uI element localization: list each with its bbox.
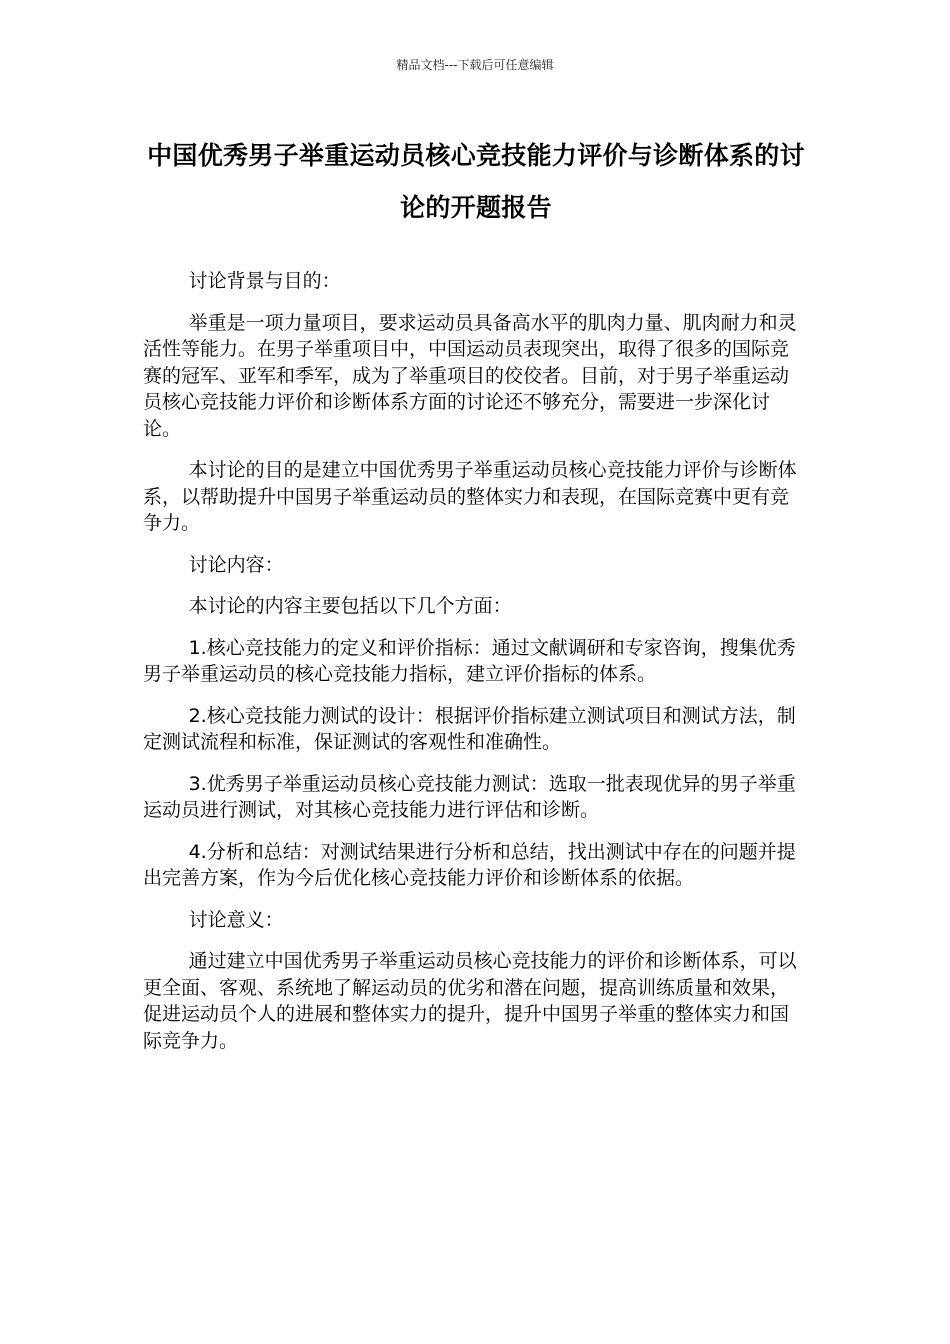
list-item-1: 1.核心竞技能力的定义和评价指标：通过文献调研和专家咨询，搜集优秀男子举重运动员的核心竞技能力指标，建立评价指标的体系。	[143, 636, 796, 685]
section-heading-significance: 讨论意义：	[188, 908, 284, 931]
paragraph-purpose: 本讨论的目的是建立中国优秀男子举重运动员核心竞技能力评价与诊断体系，以帮助提升中国男子举重运动员的整体实力和表现，在国际竞赛中更有竞争力。	[143, 459, 797, 534]
document-title: 中国优秀男子举重运动员核心竞技能力评价与诊断体系的讨论的开题报告	[147, 141, 805, 222]
list-item-3: 3.优秀男子举重运动员核心竞技能力测试：选取一批表现优异的男子举重运动员进行测试，对其核心竞技能力进行评估和诊断。	[143, 772, 796, 821]
paragraph-background: 举重是一项力量项目，要求运动员具备高水平的肌肉力量、肌肉耐力和灵活性等能力。在男子举重项目中，中国运动员表现突出，取得了很多的国际竞赛的冠军、亚军和季军，成为了举重项目的佼佼者。目前，对于男子举重运动员核心竞技能力评价和诊断体系方面的讨论还不够充分，需要进一步深化讨论。	[143, 311, 797, 440]
document-body	[143, 268, 799, 1069]
list-item-4: 4.分析和总结：对测试结果进行分析和总结，找出测试中存在的问题并提出完善方案，作为今后优化核心竞技能力评价和诊断体系的依据。	[143, 840, 796, 889]
section-heading-background: 讨论背景与目的：	[188, 270, 341, 292]
paragraph-significance: 通过建立中国优秀男子举重运动员核心竞技能力的评价和诊断体系，可以更全面、客观、系统地了解运动员的优劣和潜在问题，提高训练质量和效果，促进运动员个人的进展和整体实力的提升，提升中国男子举重的整体实力和国际竞争力。	[143, 950, 797, 1052]
section-heading-content: 讨论内容：	[188, 553, 284, 576]
header-note: 精品文档---下载后可任意编辑	[396, 58, 554, 72]
list-item-2: 2.核心竞技能力测试的设计：根据评价指标建立测试项目和测试方法，制定测试流程和标准，保证测试的客观性和准确性。	[143, 704, 796, 753]
paragraph-content-intro: 本讨论的内容主要包括以下几个方面：	[188, 595, 512, 617]
